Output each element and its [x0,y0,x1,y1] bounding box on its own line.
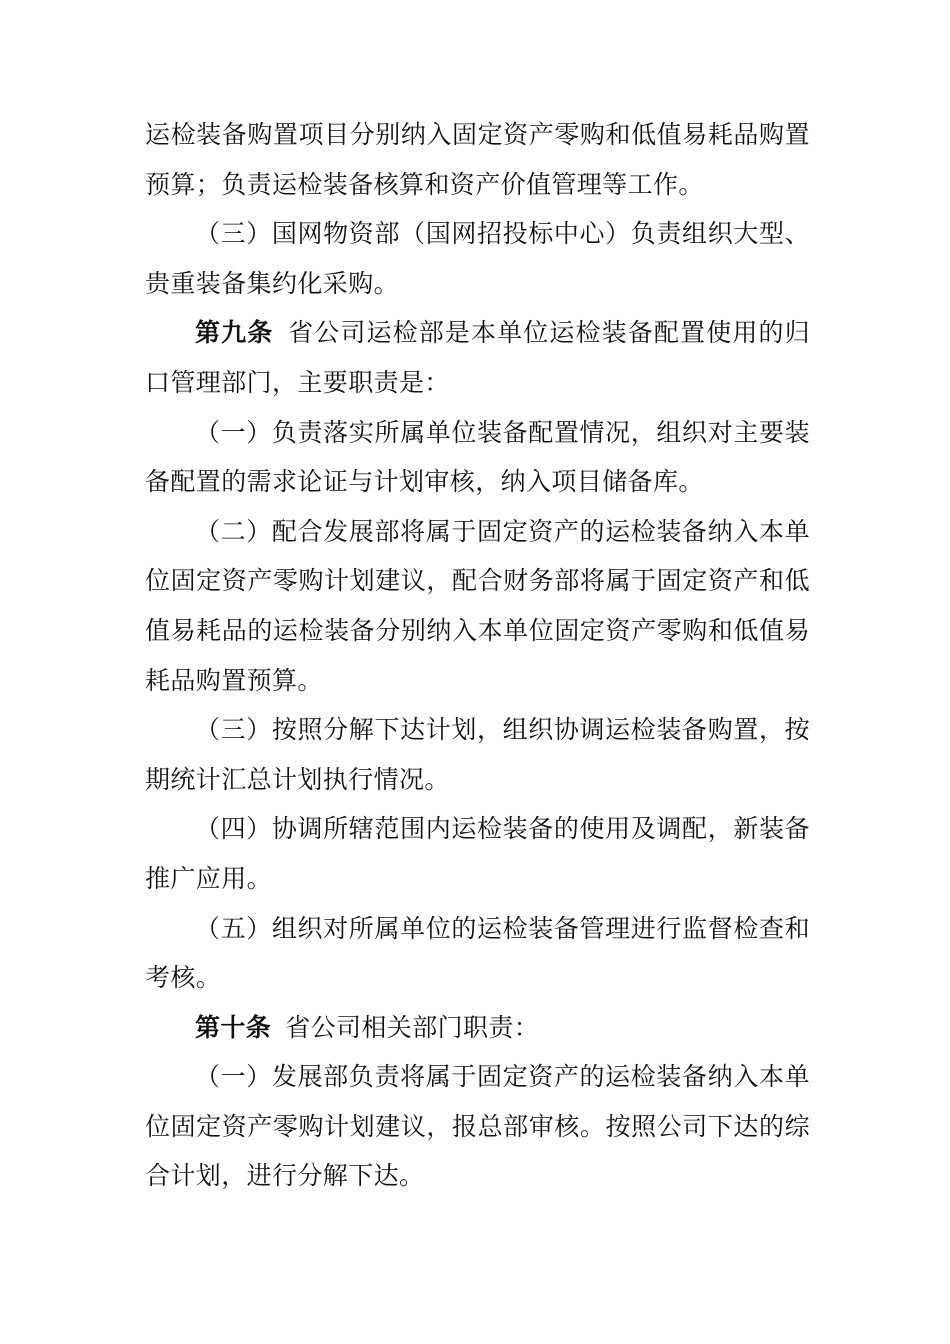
paragraph-article-9-item-5 [145,904,810,1003]
paragraph-article-10-item-1 [145,1052,810,1201]
article-9-label: 第九条 [195,318,274,348]
paragraph-text: （二）配合发展部将属于固定资产的运检装备纳入本单位固定资产零购计划建议，配合财务部将属于固定资产和低值易耗品的运检装备分别纳入本单位固定资产零购和低值易耗品购置预算。 [145,516,810,695]
paragraph-text: （三）国网物资部（国网招投标中心）负责组织大型、贵重装备集约化采购。 [145,219,810,298]
paragraph-text: （五）组织对所属单位的运检装备管理进行监督检查和考核。 [145,913,810,993]
paragraph-article-9-item-3 [145,705,810,804]
paragraph-text: 运检装备购置项目分别纳入固定资产零购和低值易耗品购置预算；负责运检装备核算和资产价值管理等工作。 [145,120,810,199]
article-10-heading-paragraph [145,1003,810,1053]
paragraph-article-9-item-4 [145,804,810,903]
paragraph-article-9-item-2 [145,507,810,705]
paragraph-item-3-materials-dept [145,209,810,308]
paragraph-text: （一）发展部负责将属于固定资产的运检装备纳入本单位固定资产零购计划建议，报总部审核。按照公司下达的综合计划，进行分解下达。 [145,1062,810,1191]
paragraph-text: 省公司运检部是本单位运检装备配置使用的归口管理部门，主要职责是： [145,318,810,397]
paragraph-budget-continued [145,110,810,209]
document-page [145,110,810,1201]
paragraph-text: 省公司相关部门职责： [285,1012,540,1042]
article-9-heading-paragraph [145,308,810,407]
paragraph-article-9-item-1 [145,408,810,507]
paragraph-text: （四）协调所辖范围内运检装备的使用及调配，新装备推广应用。 [145,814,810,893]
article-10-label: 第十条 [195,1012,272,1042]
paragraph-text: （三）按照分解下达计划，组织协调运检装备购置，按期统计汇总计划执行情况。 [145,715,810,794]
paragraph-text: （一）负责落实所属单位装备配置情况，组织对主要装备配置的需求论证与计划审核，纳入项目储备库。 [145,417,810,497]
